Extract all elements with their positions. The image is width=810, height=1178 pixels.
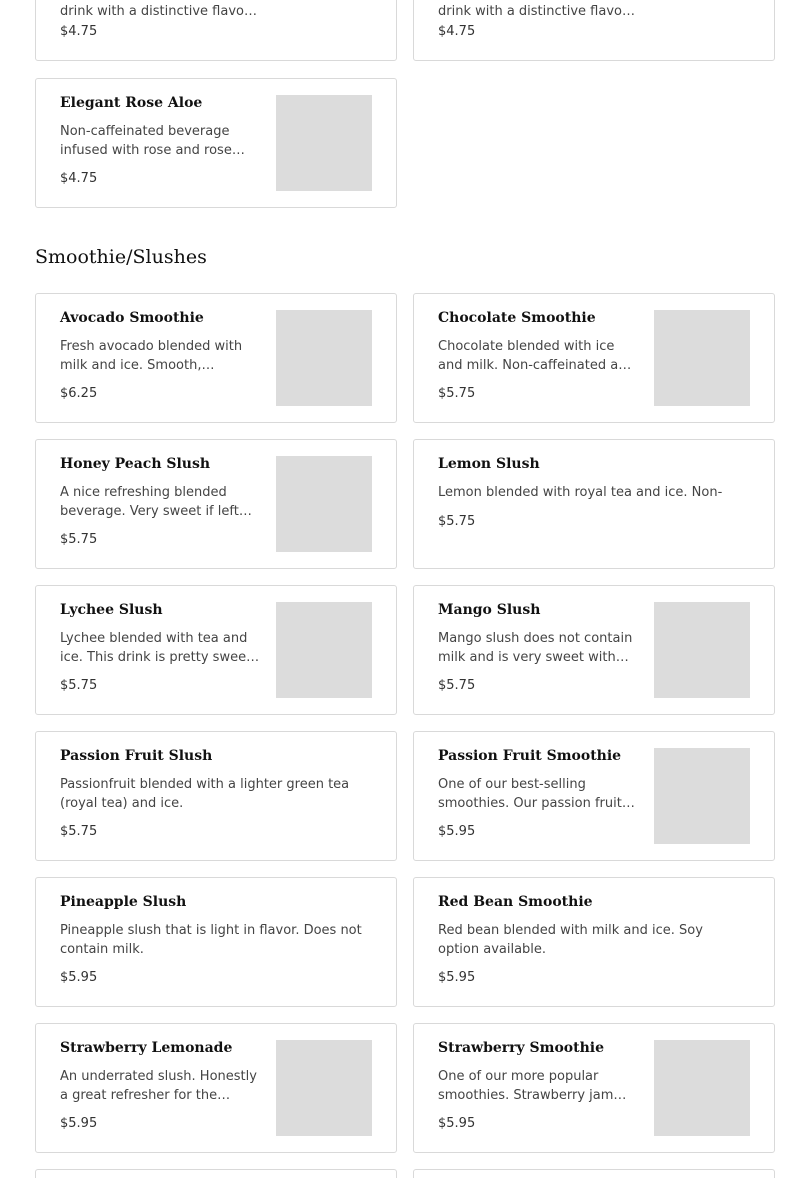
item-price: $6.25	[60, 386, 98, 401]
item-image-placeholder	[276, 95, 372, 191]
item-description: Passionfruit blended with a lighter green tea (royal tea) and ice.	[60, 777, 350, 811]
menu-item-card[interactable]	[413, 731, 775, 861]
item-image-placeholder	[654, 748, 750, 844]
item-image-placeholder	[276, 1040, 372, 1136]
menu-item-card[interactable]	[35, 1023, 397, 1153]
item-description: Pineapple slush that is light in flavor. Does not contain milk.	[60, 923, 362, 957]
item-name: Honey Peach Slush	[60, 456, 211, 472]
item-description: Mango slush does not contain milk and is very sweet with…	[438, 631, 633, 665]
item-image-placeholder	[276, 310, 372, 406]
menu-item-card[interactable]	[413, 1023, 775, 1153]
menu-item-card[interactable]	[413, 585, 775, 715]
item-image-placeholder	[276, 456, 372, 552]
item-description: One of our best-selling smoothies. Our passion fruit…	[438, 777, 635, 811]
menu-item-card[interactable]	[413, 0, 775, 61]
menu-item-card[interactable]	[413, 1169, 775, 1178]
item-name: Strawberry Lemonade	[60, 1040, 233, 1056]
item-name: Strawberry Smoothie	[438, 1040, 605, 1056]
item-price: $5.95	[438, 824, 476, 839]
item-name: Red Bean Smoothie	[438, 894, 593, 910]
item-name: Passion Fruit Smoothie	[438, 748, 622, 764]
item-price: $5.75	[438, 514, 476, 529]
item-description: Red bean blended with milk and ice. Soy option available.	[438, 923, 703, 957]
item-name: Pineapple Slush	[60, 894, 187, 910]
item-description: One of our more popular smoothies. Strawberry jam…	[438, 1069, 627, 1103]
item-price: $4.75	[60, 24, 98, 39]
menu-item-card[interactable]	[35, 1169, 397, 1178]
item-image-placeholder	[654, 310, 750, 406]
item-price: $5.75	[438, 678, 476, 693]
menu-item-card[interactable]	[35, 731, 397, 861]
item-price: $5.75	[60, 824, 98, 839]
menu-item-card[interactable]	[35, 0, 397, 61]
item-description: drink with a distinctive flavor.	[60, 4, 253, 19]
item-description: A nice refreshing blended beverage. Very sweet if left	[60, 485, 239, 519]
menu-item-card[interactable]	[35, 293, 397, 423]
menu-item-card[interactable]	[413, 439, 775, 569]
item-price: $4.75	[60, 171, 98, 186]
item-description: Non-caffeinated beverage infused with rose and rose…	[60, 124, 245, 158]
item-price: $5.95	[438, 1116, 476, 1131]
item-description: drink with a distinctive flavor.	[438, 4, 631, 19]
item-name: Chocolate Smoothie	[438, 310, 596, 326]
section-title: Smoothie/Slushes	[35, 246, 207, 268]
item-description: Lychee blended with tea and ice. This drink is pretty sweet	[60, 631, 252, 665]
item-price: $5.75	[60, 678, 98, 693]
item-name: Lemon Slush	[438, 456, 540, 472]
item-description: Lemon blended with royal tea and ice. Non-	[438, 485, 723, 500]
item-description: An underrated slush. Honestly a great refresher for the	[60, 1069, 257, 1103]
item-image-placeholder	[276, 602, 372, 698]
item-description: Fresh avocado blended with milk and ice. Smooth,	[60, 339, 243, 373]
item-name: Elegant Rose Aloe	[60, 95, 203, 111]
item-name: Passion Fruit Slush	[60, 748, 213, 764]
menu-item-card[interactable]	[35, 585, 397, 715]
item-price: $5.75	[438, 386, 476, 401]
item-name: Lychee Slush	[60, 602, 163, 618]
item-price: $5.95	[438, 970, 476, 985]
menu-item-card[interactable]	[35, 78, 397, 208]
item-name: Avocado Smoothie	[60, 310, 204, 326]
item-price: $5.95	[60, 1116, 98, 1131]
item-image-placeholder	[654, 1040, 750, 1136]
item-price: $5.95	[60, 970, 98, 985]
menu-item-card[interactable]	[35, 877, 397, 1007]
menu-item-card[interactable]	[35, 439, 397, 569]
menu-item-card[interactable]	[413, 293, 775, 423]
item-description: Chocolate blended with ice and milk. Non-caffeinated and	[438, 339, 635, 373]
item-price: $4.75	[438, 24, 476, 39]
item-image-placeholder	[654, 602, 750, 698]
item-name: Mango Slush	[438, 602, 541, 618]
item-price: $5.75	[60, 532, 98, 547]
menu-item-card[interactable]	[413, 877, 775, 1007]
